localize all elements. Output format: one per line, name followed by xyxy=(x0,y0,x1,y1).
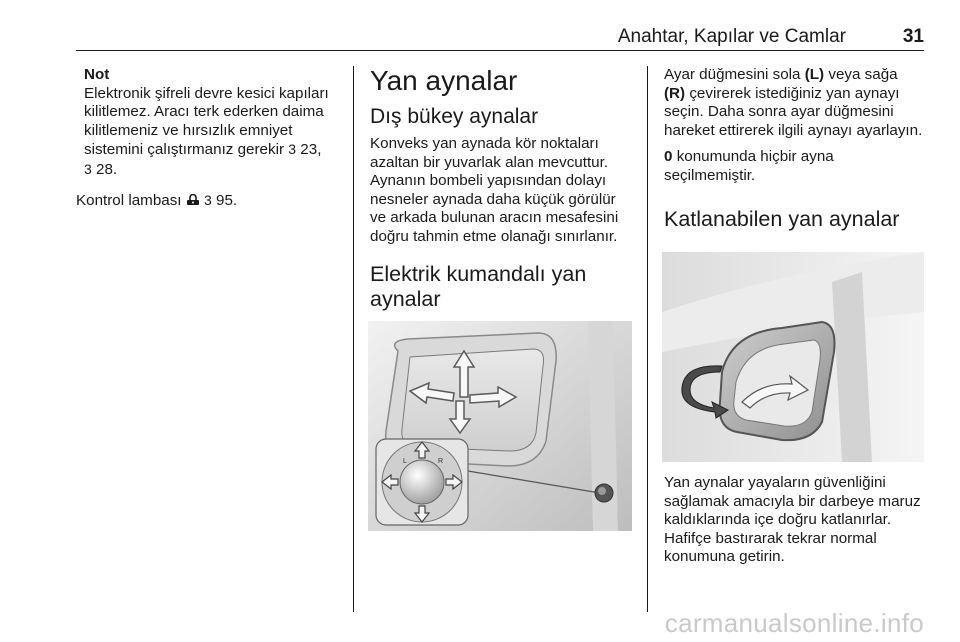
ref-arrow-icon: 3 xyxy=(84,160,92,177)
folding-mirror-paragraph: Yan aynalar yayaların güvenliğini sağlamak amacıyla bir darbeye maruz kaldıklarında içe doğru katlanırlar. Hafifçe bastırarak tekrar normal konumuna getirin. xyxy=(664,474,921,565)
folding-mirror-figure xyxy=(662,252,924,462)
watermark: carmanualsonline.info xyxy=(664,608,924,638)
ref-arrow-icon: 3 xyxy=(288,141,297,157)
right-column xyxy=(664,66,924,238)
left-column xyxy=(76,66,346,219)
para-a-text-3: çevirerek istediğiniz yan aynayı seçin. Daha sonra ayar düğmesini hareket ettirerek ilgili aynayı ayarlayın. xyxy=(664,84,923,139)
key-right-label: (R) xyxy=(664,84,686,102)
page-header xyxy=(76,22,924,51)
middle-column xyxy=(370,66,632,322)
car-lock-icon xyxy=(186,194,200,206)
note-ref-1[interactable]: 23, xyxy=(300,141,322,158)
mirror-select-paragraph xyxy=(664,66,924,140)
knob-label-left: L xyxy=(403,458,407,465)
note-ref-2[interactable]: 28. xyxy=(96,160,118,178)
subheading-convex-mirrors: Dış bükey aynalar xyxy=(370,105,539,128)
ref-arrow-icon: 3 xyxy=(204,192,212,208)
control-lamp-text: Kontrol lambası xyxy=(76,192,182,209)
note-body: Elektronik şifreli devre kesici kapıları kilitlemez. Aracı terk ederken daima kilitlemeniz ve hırsızlık emniyet sistemini çalıştırmanız gerekir xyxy=(84,84,329,158)
section-heading: Yan aynalar xyxy=(370,65,518,96)
control-lamp-line xyxy=(76,191,346,211)
mirror-adjust-figure xyxy=(368,321,632,531)
column-divider-2 xyxy=(647,66,648,612)
para-a-text-2: veya sağa xyxy=(828,66,898,83)
para-b-text: konumunda hiçbir ayna seçilmemiştir. xyxy=(664,148,834,184)
chapter-title: Anahtar, Kapılar ve Camlar xyxy=(617,26,846,47)
column-divider-1 xyxy=(353,66,354,612)
zero-position-paragraph xyxy=(664,148,924,185)
convex-mirror-paragraph: Konveks yan aynada kör noktaları azaltan bir yuvarlak alan mevcuttur. Aynanın bombeli yapısından dolayı nesneler aynada daha küçük görülür ve arkada bulunan aracın mesafesini doğru tahmin etme olanağı sınırlanır. xyxy=(370,135,619,245)
subheading-electric-mirrors: Elektrik kumandalı yan aynalar xyxy=(370,262,587,311)
note-box xyxy=(84,66,346,179)
note-title: Not xyxy=(84,66,110,83)
page-number: 31 xyxy=(902,26,924,47)
subheading-folding-mirrors: Katlanabilen yan aynalar xyxy=(664,207,900,231)
note-text xyxy=(84,85,346,180)
para-a-text-1: Ayar düğmesini sola xyxy=(664,66,801,83)
control-lamp-ref[interactable]: 95. xyxy=(216,192,238,209)
knob-label-right: R xyxy=(438,458,444,465)
key-left-label: (L) xyxy=(804,66,825,83)
zero-key-label: 0 xyxy=(664,148,673,165)
